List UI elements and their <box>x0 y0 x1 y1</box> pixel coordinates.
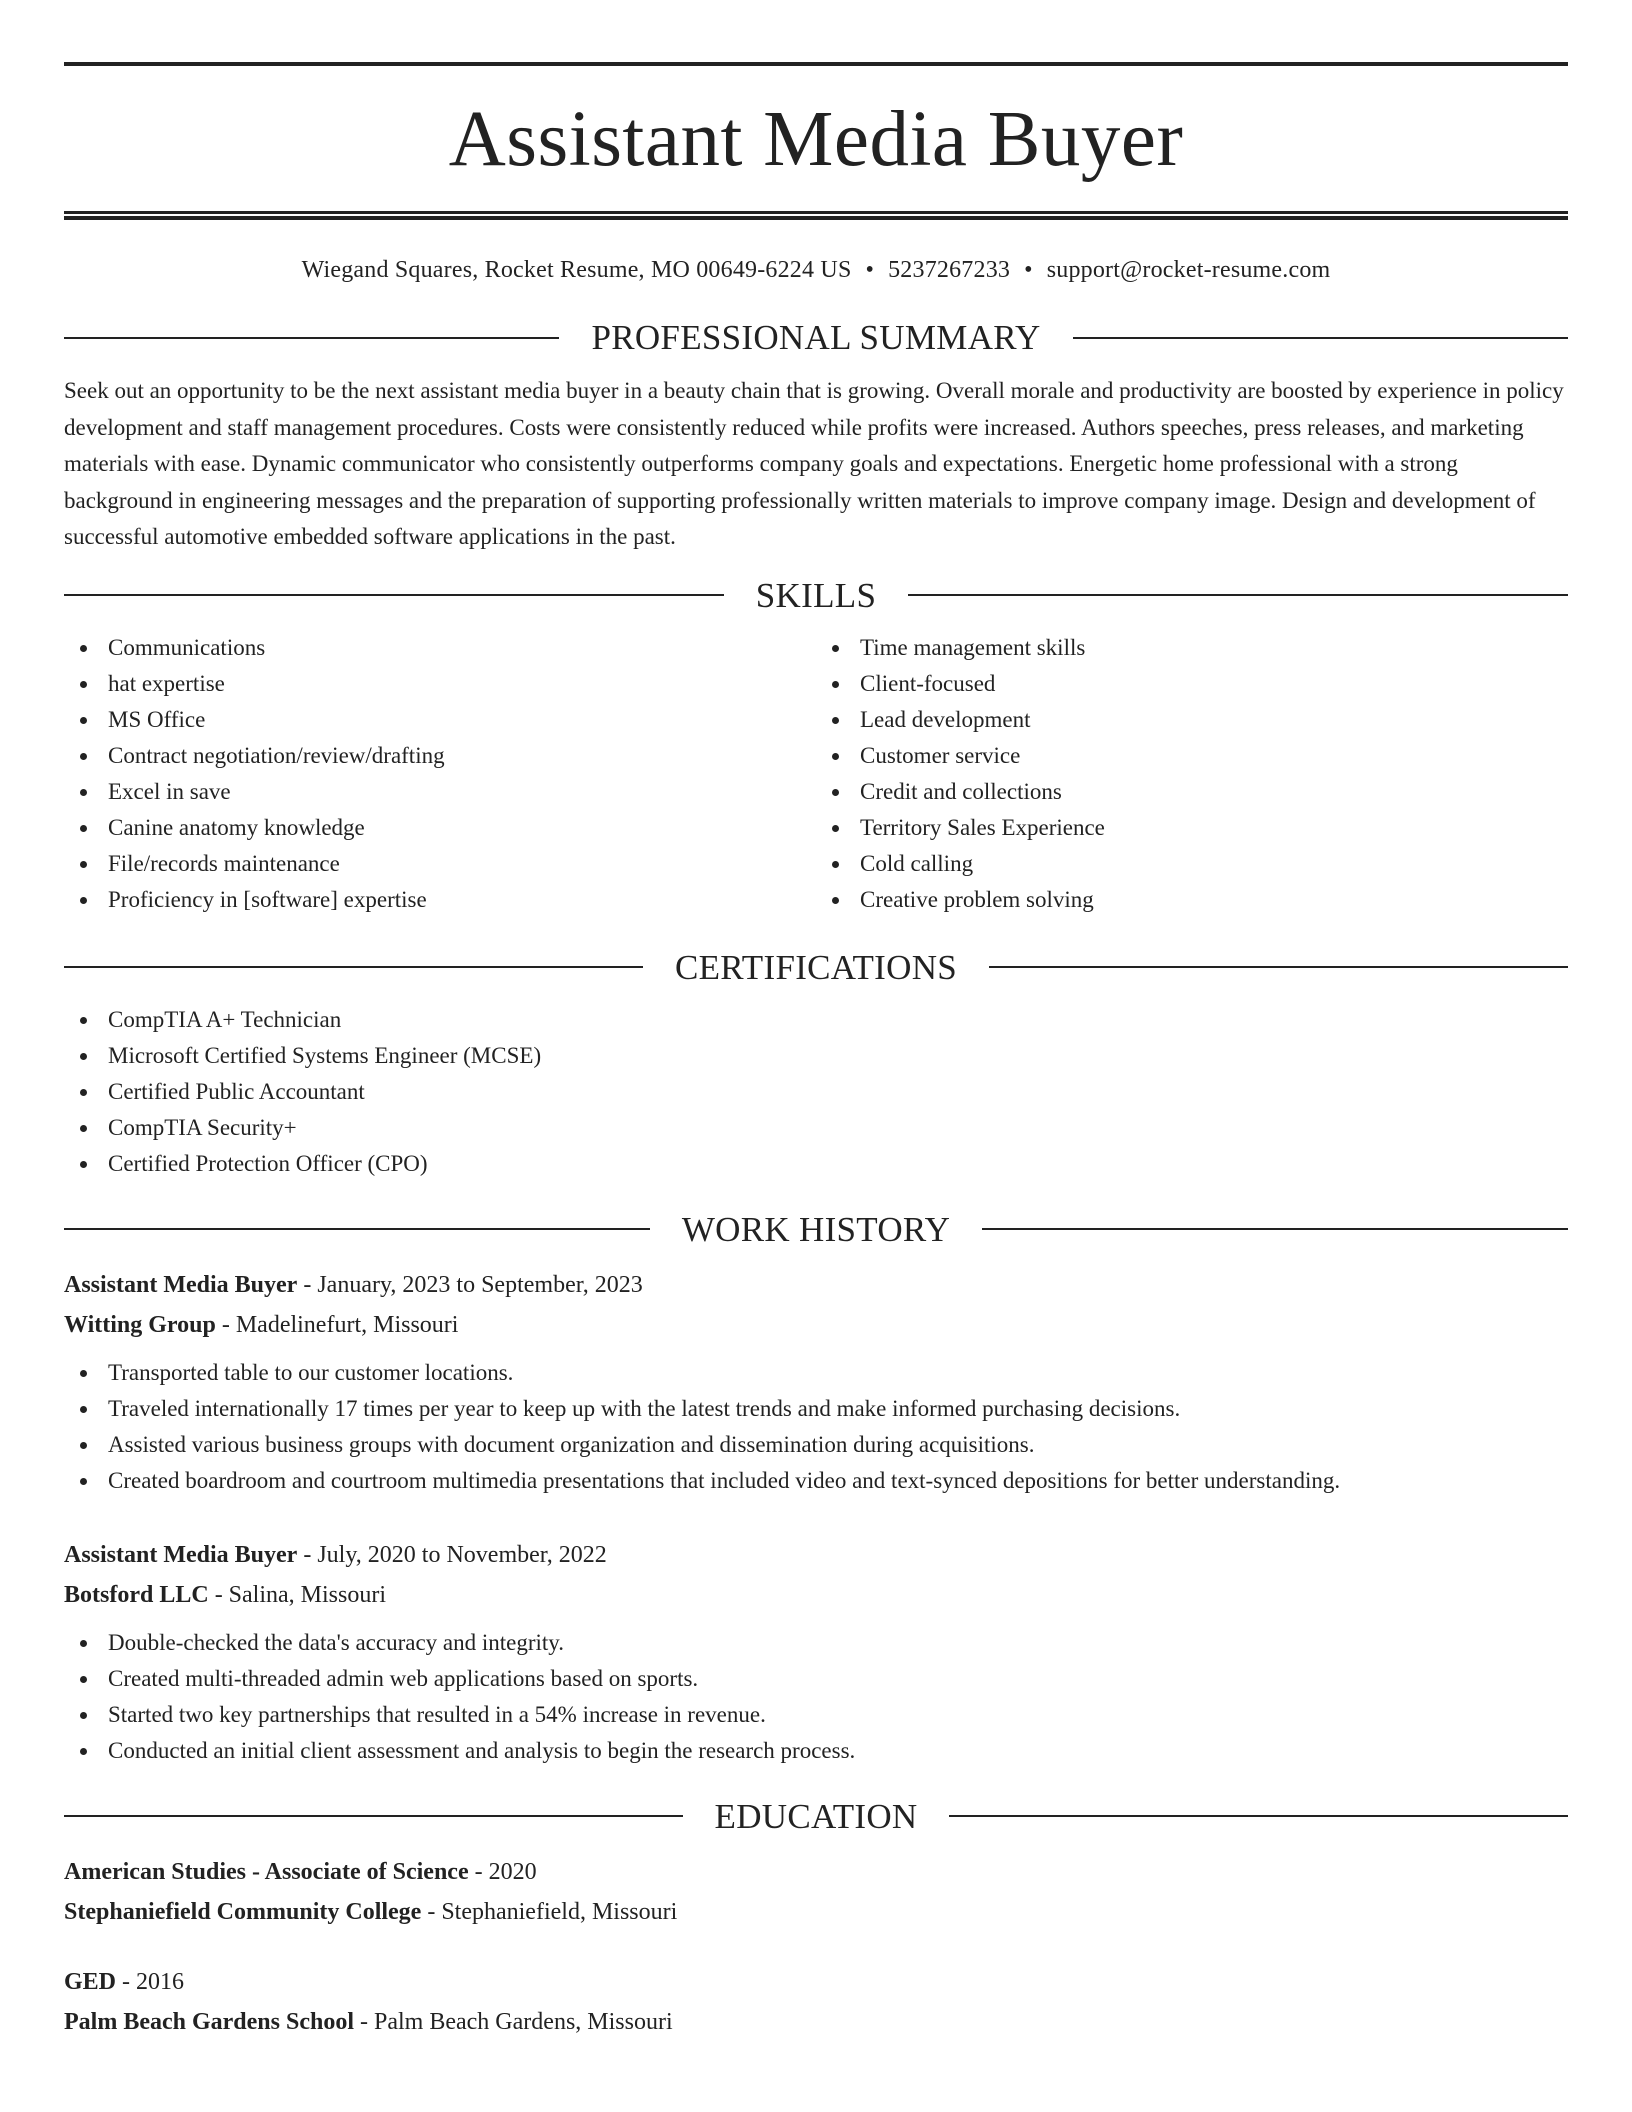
job-bullet: Assisted various business groups with document organization and dissemination during acquisitions. <box>64 1427 1568 1463</box>
job-bullet: Created boardroom and courtroom multimedia presentations that included video and text-synced depositions for better understanding. <box>64 1463 1568 1499</box>
skill-item: Client-focused <box>816 666 1568 702</box>
education-year: - 2016 <box>116 1968 185 1995</box>
contact-separator: • <box>865 257 875 283</box>
skill-item: Lead development <box>816 702 1568 738</box>
skill-item: Credit and collections <box>816 774 1568 810</box>
skill-item: Customer service <box>816 738 1568 774</box>
section-rule-right <box>982 1228 1568 1230</box>
job-role-line <box>64 1535 1568 1575</box>
top-rule <box>64 62 1568 66</box>
education-degree: GED <box>64 1968 117 1995</box>
education-entry <box>64 1962 1568 2042</box>
contact-phone[interactable]: 5237267233 <box>888 257 1011 283</box>
section-rule-right <box>908 594 1568 596</box>
skills-list-left <box>64 630 816 918</box>
summary-text: Seek out an opportunity to be the next assistant media buyer in a beauty chain that is growing. Overall morale and productivity are boosted by experience in policy development and staff management procedures. Costs were consistently reduced while profits were increased. Authors speeches, press releases, and marketing materials with ease. Dynamic communicator who consistently outperforms company goals and expectations. Energetic home professional with a strong background in engineering messages and the preparation of supporting professionally written materials to improve company image. Design and development of successful automotive embedded software applications in the past. <box>64 378 1564 549</box>
skills-list-right <box>816 630 1568 918</box>
skill-item: Cold calling <box>816 846 1568 882</box>
section-rule-right <box>949 1815 1568 1817</box>
job-bullet: Traveled internationally 17 times per year to keep up with the latest trends and make informed purchasing decisions. <box>64 1391 1568 1427</box>
education-year: - 2020 <box>468 1858 537 1885</box>
skill-item: File/records maintenance <box>64 846 816 882</box>
candidate-title: Assistant Media Buyer <box>448 96 1184 183</box>
skill-item: Proficiency in [software] expertise <box>64 882 816 918</box>
skill-item: Contract negotiation/review/drafting <box>64 738 816 774</box>
contact-address: Wiegand Squares, Rocket Resume, MO 00649-6224 US <box>301 257 852 283</box>
contact-separator: • <box>1024 257 1033 283</box>
section-rule-left <box>64 1815 683 1817</box>
job-bullets <box>64 1355 1568 1499</box>
job-company: Witting Group <box>64 1311 216 1338</box>
education-school-line <box>64 1892 1568 1932</box>
job-bullet: Conducted an initial client assessment and analysis to begin the research process. <box>64 1733 1568 1769</box>
section-title-education: EDUCATION <box>714 1796 918 1836</box>
certification-item: Certified Public Accountant <box>64 1074 1568 1110</box>
double-rule <box>64 211 1568 220</box>
section-header-work <box>64 1209 1568 1249</box>
section-rule-left <box>64 1228 650 1230</box>
education-school: Stephaniefield Community College <box>64 1898 422 1925</box>
job-company-line <box>64 1575 1568 1615</box>
section-header-skills <box>64 575 1568 615</box>
section-rule-left <box>64 594 724 596</box>
job-role: Assistant Media Buyer <box>64 1271 298 1298</box>
section-rule-right <box>989 966 1568 968</box>
education-degree: American Studies - Associate of Science <box>64 1858 469 1885</box>
skill-item: Creative problem solving <box>816 882 1568 918</box>
education-entry <box>64 1852 1568 1932</box>
job-bullets <box>64 1625 1568 1769</box>
education-school-line <box>64 2002 1568 2042</box>
certification-item: CompTIA Security+ <box>64 1110 1568 1146</box>
contact-email[interactable]: support@rocket-resume.com <box>1046 257 1331 283</box>
certifications-list <box>64 1002 1568 1182</box>
section-rule-left <box>64 966 643 968</box>
skill-item: Excel in save <box>64 774 816 810</box>
section-header-certifications <box>64 947 1568 987</box>
job-company: Botsford LLC <box>64 1581 209 1608</box>
section-header-summary <box>64 320 1568 355</box>
section-title-work: WORK HISTORY <box>681 1209 951 1249</box>
section-title-summary: PROFESSIONAL SUMMARY <box>591 318 1041 357</box>
job-location: - Salina, Missouri <box>208 1581 387 1608</box>
skill-item: Communications <box>64 630 816 666</box>
section-rule-left <box>64 337 559 339</box>
job-entry <box>64 1265 1568 1499</box>
section-header-education <box>64 1796 1568 1836</box>
job-role: Assistant Media Buyer <box>64 1541 298 1568</box>
education-degree-line <box>64 1962 1568 2002</box>
skill-item: MS Office <box>64 702 816 738</box>
education-degree-line <box>64 1852 1568 1892</box>
job-dates: - January, 2023 to September, 2023 <box>297 1271 643 1298</box>
education-school: Palm Beach Gardens School <box>64 2008 355 2035</box>
job-bullet: Created multi-threaded admin web applications based on sports. <box>64 1661 1568 1697</box>
contact-line <box>64 258 1568 282</box>
section-title-certifications: CERTIFICATIONS <box>674 947 958 987</box>
skill-item: Territory Sales Experience <box>816 810 1568 846</box>
job-company-line <box>64 1305 1568 1345</box>
certification-item: Certified Protection Officer (CPO) <box>64 1146 1568 1182</box>
section-rule-right <box>1073 337 1568 339</box>
certification-item: Microsoft Certified Systems Engineer (MCSE) <box>64 1038 1568 1074</box>
skill-item: Canine anatomy knowledge <box>64 810 816 846</box>
job-location: - Madelinefurt, Missouri <box>215 1311 459 1338</box>
skill-item: hat expertise <box>64 666 816 702</box>
certification-item: CompTIA A+ Technician <box>64 1002 1568 1038</box>
job-bullet: Double-checked the data's accuracy and integrity. <box>64 1625 1568 1661</box>
job-bullet: Transported table to our customer locations. <box>64 1355 1568 1391</box>
job-dates: - July, 2020 to November, 2022 <box>297 1541 607 1568</box>
job-bullet: Started two key partnerships that resulted in a 54% increase in revenue. <box>64 1697 1568 1733</box>
skills-columns <box>64 630 1568 918</box>
education-location: - Palm Beach Gardens, Missouri <box>354 2008 673 2035</box>
skill-item: Time management skills <box>816 630 1568 666</box>
job-role-line <box>64 1265 1568 1305</box>
education-location: - Stephaniefield, Missouri <box>421 1898 678 1925</box>
job-entry <box>64 1535 1568 1769</box>
section-title-skills: SKILLS <box>755 575 877 615</box>
